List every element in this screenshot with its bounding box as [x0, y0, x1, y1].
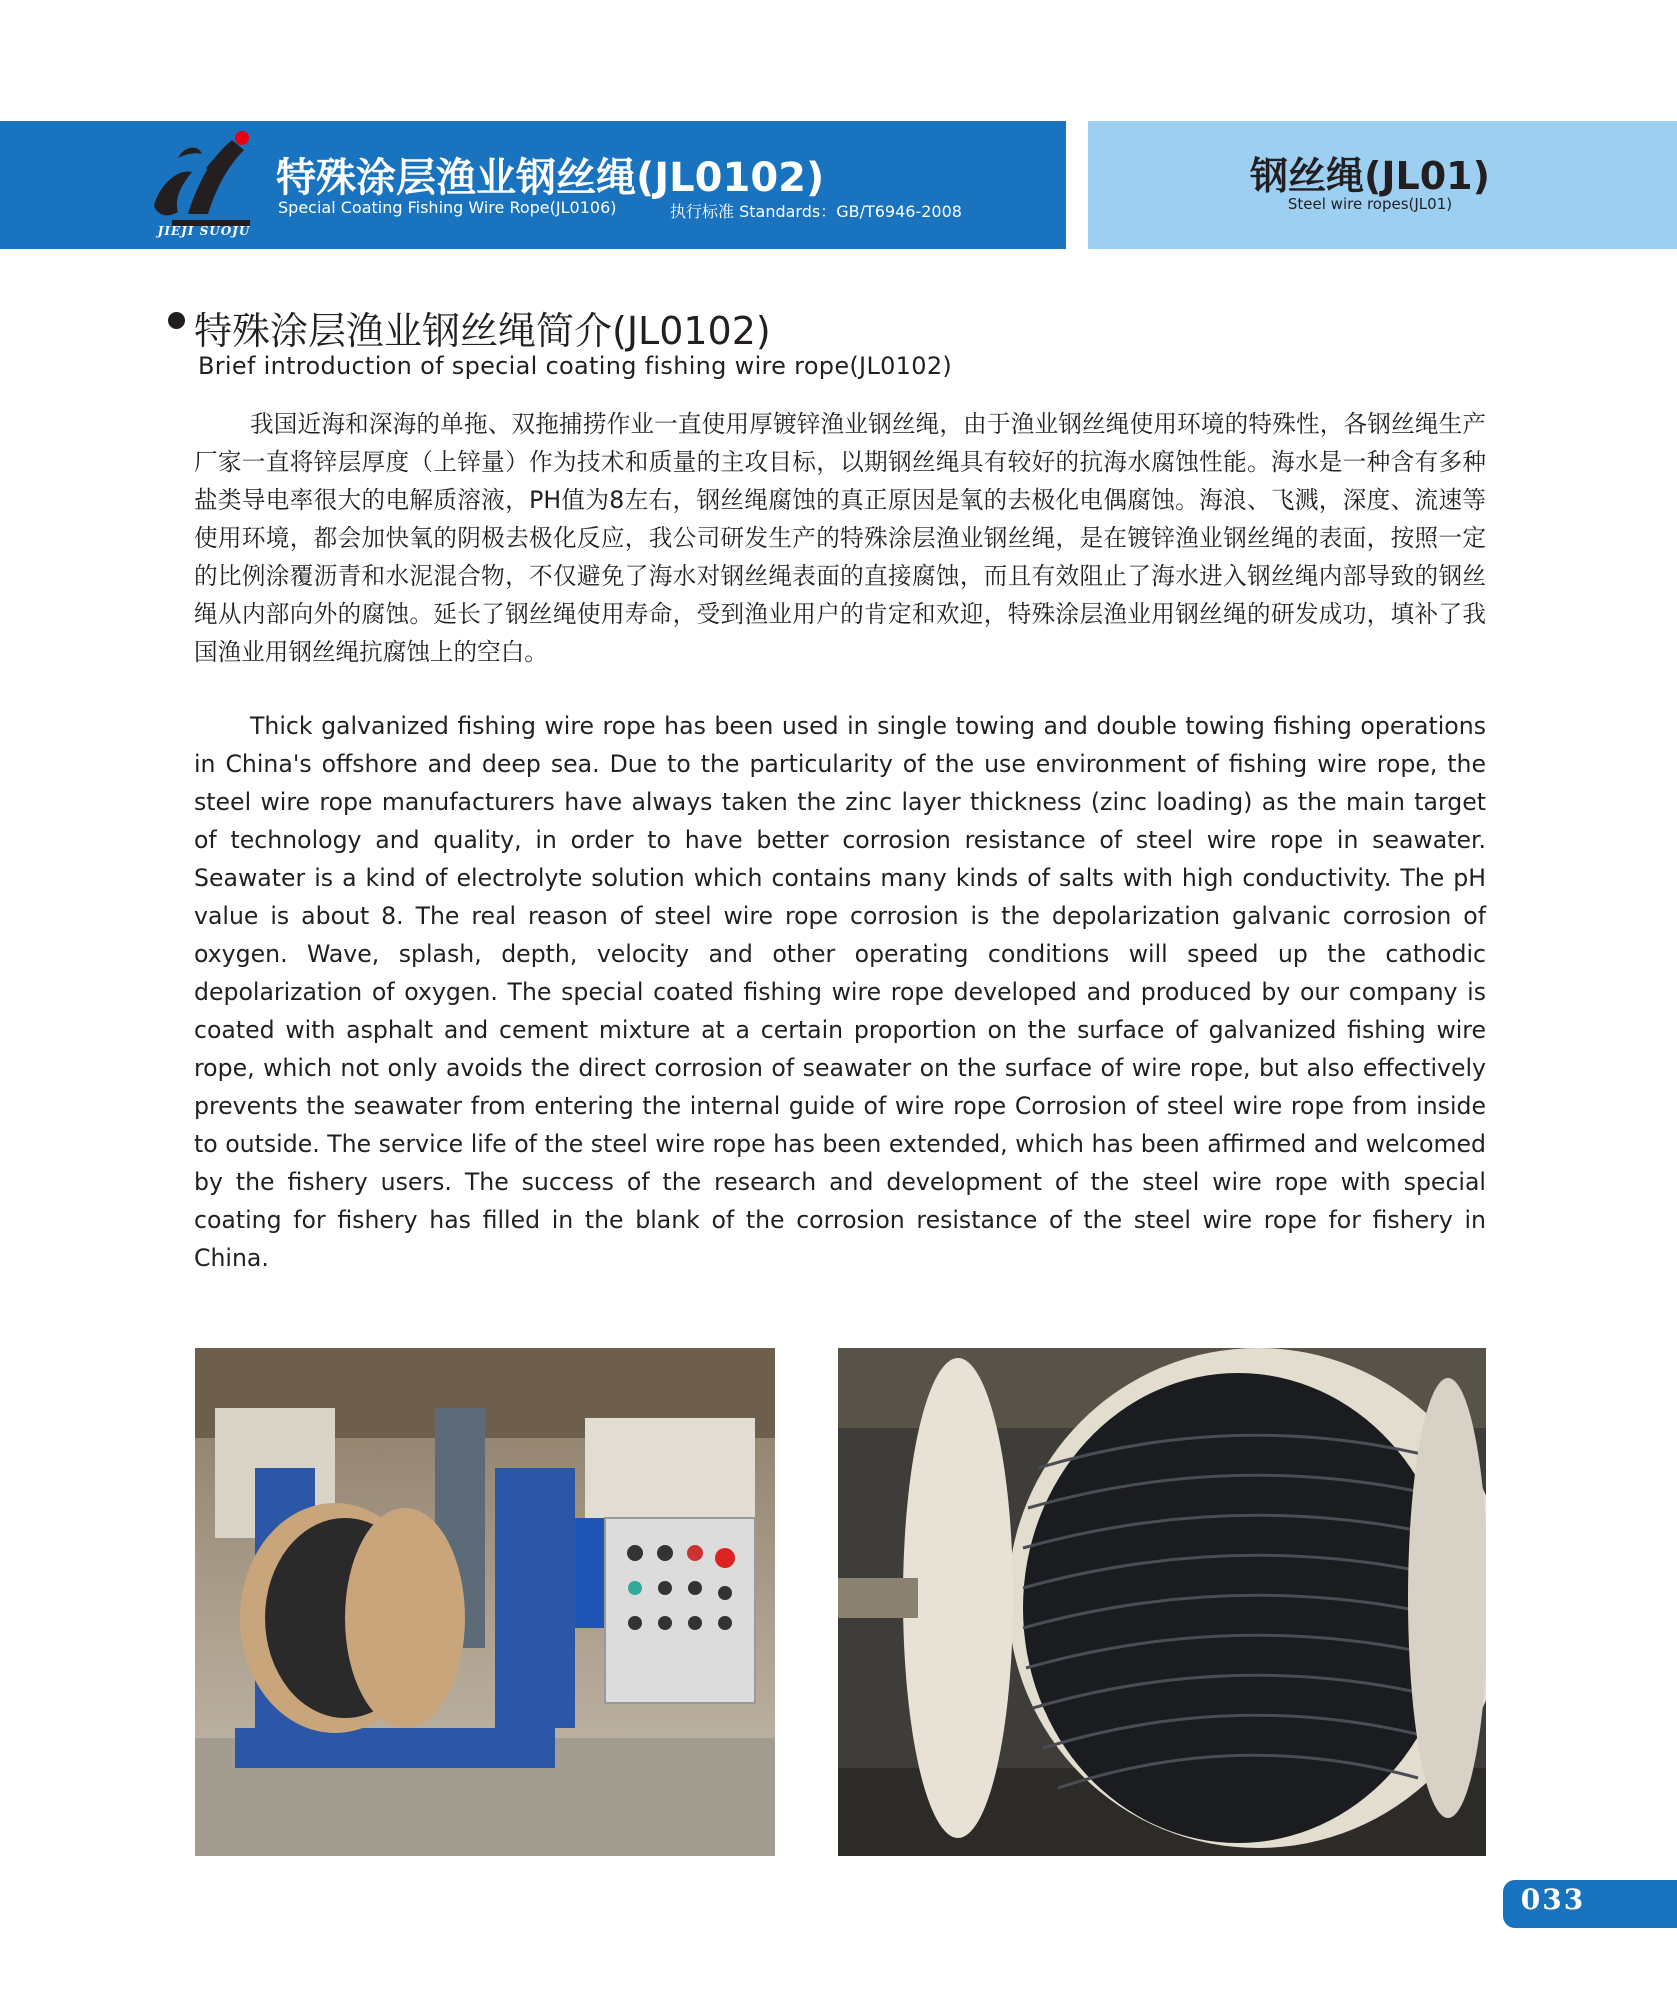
page-subtitle: Special Coating Fishing Wire Rope(JL0106)	[278, 198, 617, 217]
wire-rope-reel-photo	[838, 1348, 1486, 1856]
wire-rope-machine-photo	[195, 1348, 775, 1856]
standard-label: 执行标准 Standards：GB/T6946-2008	[670, 202, 962, 221]
intro-paragraph-en: Thick galvanized fishing wire rope has been used in single towing and double towing fishing operations in China's offshore and deep sea. Due to the particularity of the use environment of fishing wire rope, the steel wire rope manufacturers have always taken the zinc layer thickness (zinc loading) as the main target of technology and quality, in order to have better corrosion resistance of steel wire rope in seawater. Seawater is a kind of electrolyte solution which contains many kinds of salts with high conductivity. The pH value is about 8. The real reason of steel wire rope corrosion is the depolarization galvanic corrosion of oxygen. Wave, splash, depth, velocity and other operating conditions will speed up the cathodic depolarization of oxygen. The special coated fishing wire rope developed and produced by our company is coated with asphalt and cement mixture at a certain proportion on the surface of galvanized fishing wire rope, which not only avoids the direct corrosion of seawater on the surface of wire rope, but also effectively prevents the seawater from entering the internal guide of wire rope Corrosion of steel wire rope from inside to outside. The service life of the steel wire rope has been extended, which has been affirmed and welcomed by the fishery users. The success of the research and development of the steel wire rope with special coating for fishery has filled in the blank of the corrosion resistance of the steel wire rope for fishery in China.	[194, 712, 1486, 1272]
intro-paragraph-cn: 我国近海和深海的单拖、双拖捕捞作业一直使用厚镀锌渔业钢丝绳，由于渔业钢丝绳使用环境的特殊性，各钢丝绳生产厂家一直将锌层厚度（上锌量）作为技术和质量的主攻目标，以期钢丝绳具有较好的抗海水腐蚀性能。海水是一种含有多种盐类导电率很大的电解质溶液，PH值为8左右，钢丝绳腐蚀的真正原因是氧的去极化电偶腐蚀。海浪、飞溅，深度、流速等使用环境，都会加快氧的阴极去极化反应，我公司研发生产的特殊涂层渔业钢丝绳，是在镀锌渔业钢丝绳的表面，按照一定的比例涂覆沥青和水泥混合物，不仅避免了海水对钢丝绳表面的直接腐蚀，而且有效阻止了海水进入钢丝绳内部导致的钢丝绳从内部向外的腐蚀。延长了钢丝绳使用寿命，受到渔业用户的肯定和欢迎，特殊涂层渔业用钢丝绳的研发成功，填补了我国渔业用钢丝绳抗腐蚀上的空白。	[194, 410, 1486, 666]
bullet-icon	[168, 312, 185, 329]
section-title: 特殊涂层渔业钢丝绳简介(JL0102)	[194, 309, 771, 353]
page-number: 033	[1520, 1883, 1586, 1916]
logo-text: JIEJI SUOJU	[157, 224, 251, 238]
company-logo-icon	[148, 128, 256, 238]
category-subtitle: Steel wire ropes(JL01)	[1287, 195, 1453, 213]
page-title: 特殊涂层渔业钢丝绳(JL0102)	[276, 155, 825, 201]
section-subtitle: Brief introduction of special coating fishing wire rope(JL0102)	[198, 352, 953, 380]
category-title: 钢丝绳(JL01)	[1250, 154, 1490, 198]
